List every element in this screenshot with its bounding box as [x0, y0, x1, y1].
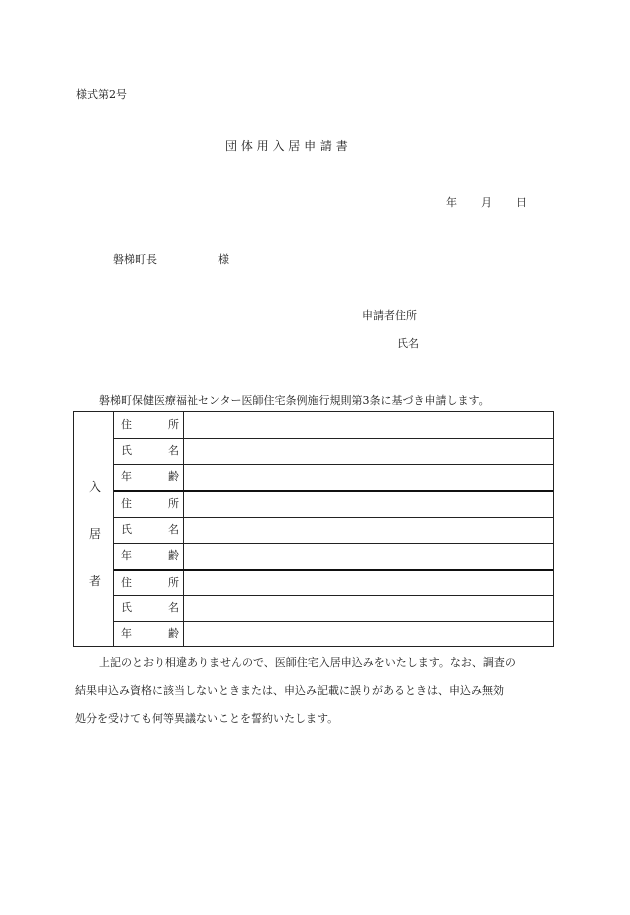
field-label-char: 年 — [121, 627, 132, 640]
field-label-char: 名 — [168, 444, 179, 457]
resident-table — [73, 411, 554, 647]
applicant-name-label: 氏名 — [397, 337, 419, 350]
date-year-label: 年 — [446, 196, 457, 209]
intro-statement: 磐梯町保健医療福祉センター医師住宅条例施行規則第3条に基づき申請します。 — [99, 394, 490, 407]
declaration-line: 処分を受けても何等異議ないことを誓約いたします。 — [75, 712, 339, 725]
field-label-char: 氏 — [121, 601, 132, 614]
field-label-char: 名 — [168, 523, 179, 536]
label-column-divider — [183, 412, 184, 646]
name-field-row — [114, 438, 183, 464]
address-field-row — [114, 412, 183, 438]
side-label-char: 者 — [89, 574, 102, 588]
declaration-line: 上記のとおり相違ありませんので、医師住宅入居申込みをいたします。なお、調査の — [99, 656, 516, 669]
document-title: 団 体 用 入 居 申 請 書 — [225, 139, 348, 153]
age-field-row — [114, 543, 183, 569]
field-label-char: 氏 — [121, 444, 132, 457]
name-field-row — [114, 517, 183, 543]
field-label-char: 年 — [121, 549, 132, 562]
form-number: 様式第2号 — [76, 88, 127, 101]
field-label-char: 氏 — [121, 523, 132, 536]
declaration-line: 結果申込み資格に該当しないときまたは、申込み記載に誤りがあるときは、申込み無効 — [75, 684, 504, 697]
field-label-char: 住 — [121, 418, 132, 431]
side-label-char: 入 — [89, 480, 102, 494]
field-label-char: 所 — [168, 576, 179, 589]
field-label-char: 住 — [121, 497, 132, 510]
age-field-row — [114, 464, 183, 490]
recipient-honorific: 様 — [218, 253, 229, 266]
date-month-label: 月 — [481, 196, 492, 209]
field-label-char: 齢 — [168, 470, 179, 483]
field-label-char: 齢 — [168, 549, 179, 562]
date-day-label: 日 — [516, 196, 527, 209]
field-label-char: 所 — [168, 497, 179, 510]
resident-side-column — [74, 412, 114, 646]
field-label-char: 名 — [168, 601, 179, 614]
recipient-name: 磐梯町長 — [113, 253, 157, 266]
address-field-row — [114, 491, 183, 517]
side-label-char: 居 — [89, 527, 102, 541]
age-field-row — [114, 621, 183, 647]
field-label-char: 住 — [121, 576, 132, 589]
address-field-row — [114, 570, 183, 596]
applicant-address-label: 申請者住所 — [362, 309, 417, 322]
field-label-char: 所 — [168, 418, 179, 431]
name-field-row — [114, 595, 183, 621]
field-label-char: 年 — [121, 470, 132, 483]
field-label-char: 齢 — [168, 627, 179, 640]
